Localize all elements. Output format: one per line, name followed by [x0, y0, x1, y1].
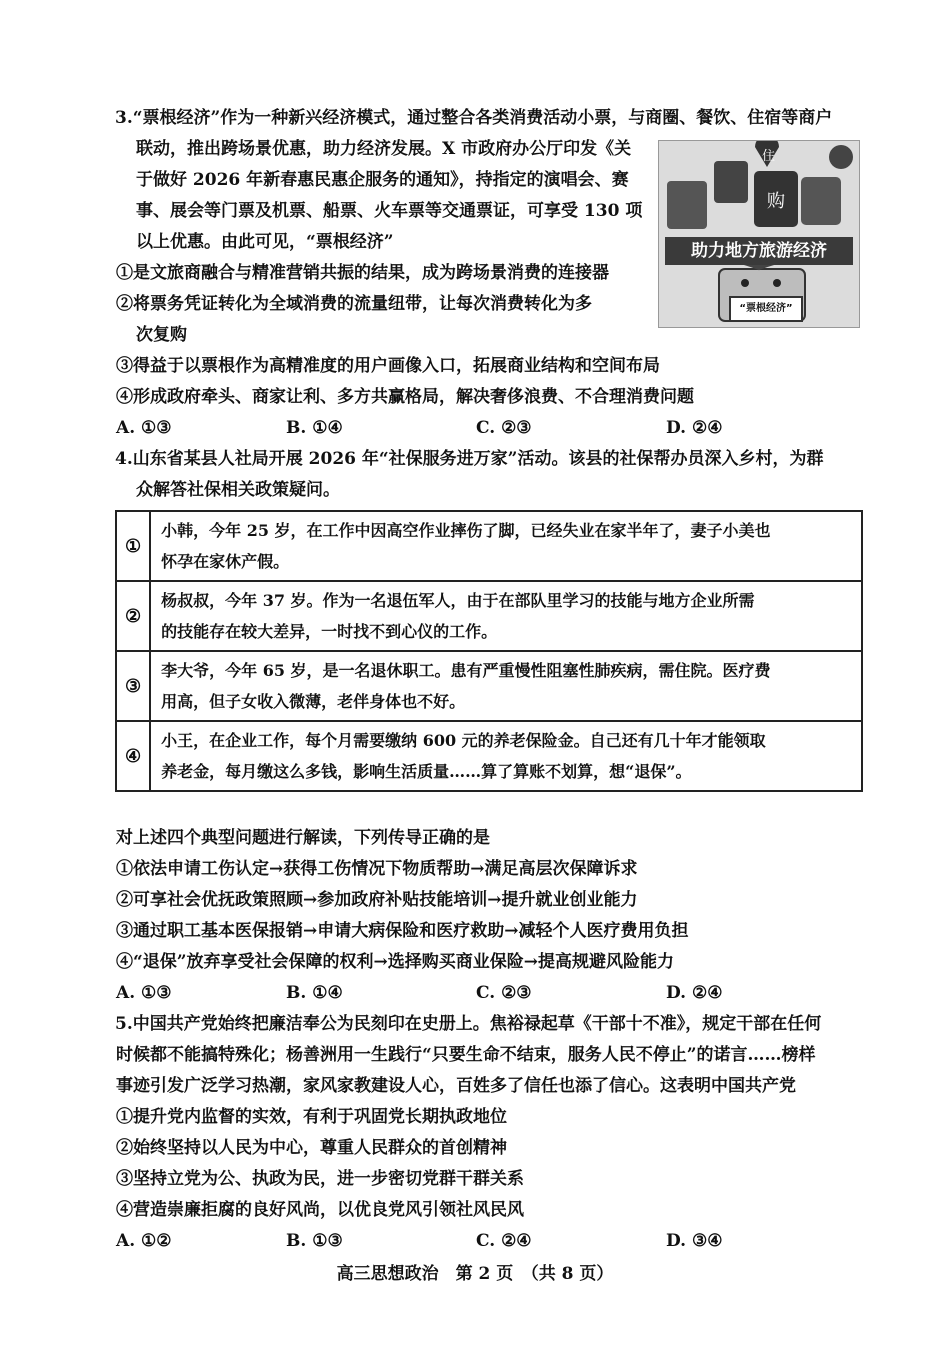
illustration-banner: 助力地方旅游经济: [665, 237, 853, 265]
case-line: 怀孕在家休产假。: [161, 552, 290, 571]
table-row: [116, 651, 862, 721]
q4-option-d: D. ②④: [666, 983, 723, 1003]
case-line: 李大爷，今年 65 岁，是一名退休职工。患有严重慢性阻塞性肺疾病，需住院。医疗费: [161, 661, 771, 680]
case-line: 杨叔叔，今年 37 岁。作为一名退伍军人，由于在部队里学习的技能与地方企业所需: [161, 591, 755, 610]
q5-option-d: D. ③④: [666, 1231, 723, 1251]
q5-statement-1: ①提升党内监督的实效，有利于巩固党长期执政地位: [116, 1107, 507, 1127]
case-text: [150, 651, 862, 721]
case-number: ①: [116, 511, 150, 581]
q4-statement-4: ④“退保”放弃享受社会保障的权利→选择购买商业保险→提高规避风险能力: [116, 952, 675, 972]
q3-stem-line: 3.“票根经济”作为一种新兴经济模式，通过整合各类消费活动小票，与商圈、餐饮、住宿等商户: [115, 108, 833, 128]
q3-statement-1: ①是文旅商融合与精准营销共振的结果，成为跨场景消费的连接器: [116, 263, 609, 283]
case-line: 的技能存在较大差异，一时找不到心仪的工作。: [161, 622, 498, 641]
q4-question-line: 对上述四个典型问题进行解读，下列传导正确的是: [116, 828, 490, 848]
case-number: ④: [116, 721, 150, 791]
ticket-economy-illustration: [658, 140, 860, 328]
q4-statement-1: ①依法申请工伤认定→获得工伤情况下物质帮助→满足高层次保障诉求: [116, 859, 638, 879]
table-row: [116, 581, 862, 651]
q5-statement-3: ③坚持立党为公、执政为民，进一步密切党群干群关系: [116, 1169, 524, 1189]
q5-option-b: B. ①③: [286, 1231, 343, 1251]
q4-option-b: B. ①④: [286, 983, 343, 1003]
case-number: ②: [116, 581, 150, 651]
case-text: [150, 581, 862, 651]
table-row: [116, 511, 862, 581]
q3-statement-2: ②将票务凭证转化为全域消费的流量纽带，让每次消费转化为多: [116, 294, 592, 314]
case-line: 用高，但子女收入微薄，老伴身体也不好。: [161, 692, 466, 711]
q4-statement-3: ③通过职工基本医保报销→申请大病保险和医疗救助→减轻个人医疗费用负担: [116, 921, 689, 941]
table-row: [116, 721, 862, 791]
q4-stem-line: 4.山东省某县人社局开展 2026 年“社保服务进万家”活动。该县的社保帮办员深入乡村，为群: [115, 449, 824, 469]
q3-stem-line: 以上优惠。由此可见，“票根经济”: [136, 232, 394, 252]
sign-zhu-label: 住: [762, 149, 776, 164]
case-text: [150, 511, 862, 581]
q5-option-a: A. ①②: [116, 1231, 172, 1251]
q4-option-a: A. ①③: [116, 983, 172, 1003]
q5-stem-line: 事迹引发广泛学习热潮，家风家教建设人心，百姓多了信任也添了信心。这表明中国共产党: [116, 1076, 796, 1096]
q3-stem-line: 联动，推出跨场景优惠，助力经济发展。X 市政府办公厅印发《关: [136, 139, 632, 159]
q3-stem-line: 事、展会等门票及机票、船票、火车票等交通票证，可享受 130 项: [136, 201, 643, 221]
q5-statement-4: ④营造崇廉拒腐的良好风尚，以优良党风引领社风民风: [116, 1200, 524, 1220]
q3-stem-line: 于做好 2026 年新春惠民惠企服务的通知》，持指定的演唱会、赛: [136, 170, 629, 190]
q5-stem-line: 时候都不能搞特殊化；杨善洲用一生践行“只要生命不结束，服务人民不停止”的诺言……榜样: [116, 1045, 816, 1065]
q3-statement-4: ④形成政府牵头、商家让利、多方共赢格局，解决奢侈浪费、不合理消费问题: [116, 387, 694, 407]
case-line: 小王，在企业工作，每个月需要缴纳 600 元的养老保险金。自己还有几十年才能领取: [161, 731, 766, 750]
q4-statement-2: ②可享社会优抚政策照顾→参加政府补贴技能培训→提升就业创业能力: [116, 890, 638, 910]
q5-stem-line: 5.中国共产党始终把廉洁奉公为民刻印在史册上。焦裕禄起草《干部十不准》，规定干部在任何: [115, 1014, 822, 1034]
q3-statement-2-cont: 次复购: [136, 325, 187, 345]
q5-statement-2: ②始终坚持以人民为中心，尊重人民群众的首创精神: [116, 1138, 507, 1158]
sign-gou-label: 购: [767, 191, 785, 212]
illustration-tag: “票根经济”: [729, 296, 803, 322]
q3-option-b: B. ①④: [286, 418, 343, 438]
case-text: [150, 721, 862, 791]
case-number: ③: [116, 651, 150, 721]
q4-stem-line: 众解答社保相关政策疑问。: [136, 480, 340, 500]
page-footer: 高三思想政治 第 2 页 （共 8 页）: [336, 1264, 614, 1284]
q3-option-c: C. ②③: [476, 418, 532, 438]
q3-option-d: D. ②④: [666, 418, 723, 438]
case-line: 养老金，每月缴这么多钱，影响生活质量……算了算账不划算，想“退保”。: [161, 762, 692, 781]
q4-option-c: C. ②③: [476, 983, 532, 1003]
q3-option-a: A. ①③: [116, 418, 172, 438]
q5-option-c: C. ②④: [476, 1231, 532, 1251]
q4-case-table: [115, 510, 863, 792]
case-line: 小韩，今年 25 岁，在工作中因高空作业摔伤了脚，已经失业在家半年了，妻子小美也: [161, 521, 771, 540]
q3-statement-3: ③得益于以票根作为高精准度的用户画像入口，拓展商业结构和空间布局: [116, 356, 660, 376]
